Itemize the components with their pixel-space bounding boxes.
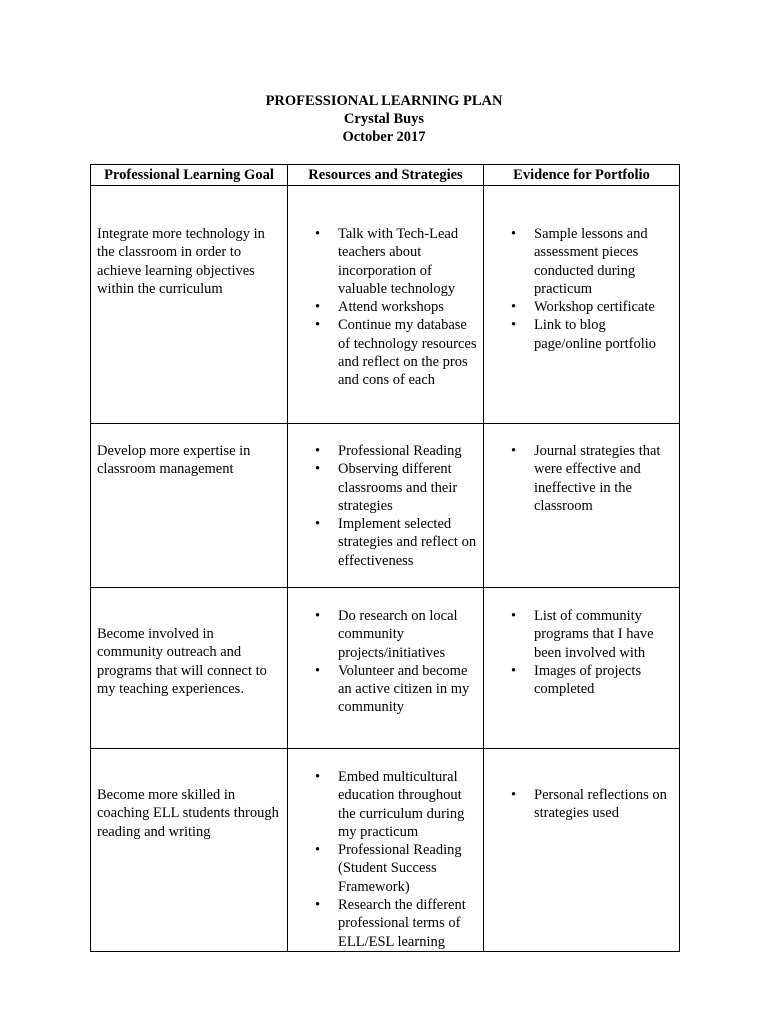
table-row	[91, 424, 680, 588]
list-item-text: Talk with Tech-Lead teachers about incorporation of valuable technology	[338, 226, 459, 297]
resources-cell	[288, 749, 484, 952]
list-item-text: Link to blog page/online portfolio	[534, 317, 657, 352]
list-item	[294, 225, 477, 298]
bullet-icon: •	[315, 608, 321, 624]
list-item-text: Sample lessons and assessment pieces conducted during practicum	[534, 226, 648, 297]
bullet-icon: •	[511, 608, 517, 624]
bullet-icon: •	[315, 662, 321, 679]
list-item-text: Journal strategies that were effective and ineffective in the classroom	[534, 443, 661, 514]
list-item-text: Professional Reading (Student Success Framework)	[338, 842, 462, 895]
goal-text: Develop more expertise in classroom management	[97, 443, 251, 478]
bullet-icon: •	[511, 443, 517, 459]
list-item	[294, 896, 477, 951]
bullet-icon: •	[315, 842, 321, 859]
list-item-text: Attend workshops	[338, 299, 444, 316]
resources-list	[294, 749, 477, 951]
list-item	[294, 841, 477, 896]
list-item-text: Images of projects completed	[534, 662, 642, 698]
document-date: October 2017	[342, 129, 426, 145]
goal-text: Integrate more technology in the classroom in order to achieve learning objectives within the curriculum	[97, 226, 265, 297]
list-item-text: Research the different professional terms of ELL/ESL learning	[338, 897, 466, 950]
bullet-icon: •	[315, 317, 321, 334]
goal-cell	[91, 749, 288, 952]
list-item-text: List of community programs that I have been involved with	[534, 608, 654, 661]
column-header-goal: Professional Learning Goal	[91, 165, 288, 186]
column-header-evidence: Evidence for Portfolio	[484, 165, 680, 186]
evidence-cell	[484, 588, 680, 749]
list-item-text: Professional Reading	[338, 443, 462, 459]
bullet-icon: •	[315, 769, 321, 785]
list-item	[294, 460, 477, 515]
bullet-icon: •	[315, 443, 321, 459]
bullet-icon: •	[511, 317, 517, 334]
goal-cell	[91, 588, 288, 749]
resources-list	[294, 424, 477, 570]
list-item-text: Do research on local community projects/initiatives	[338, 608, 458, 661]
list-item	[294, 515, 477, 570]
bullet-icon: •	[511, 226, 517, 242]
evidence-cell	[484, 749, 680, 952]
bullet-icon: •	[511, 787, 517, 803]
column-header-resources: Resources and Strategies	[288, 165, 484, 186]
resources-cell	[288, 424, 484, 588]
list-item	[294, 442, 477, 460]
list-item	[490, 298, 673, 316]
table-row	[91, 186, 680, 424]
bullet-icon: •	[511, 662, 517, 679]
table-row	[91, 588, 680, 749]
list-item	[490, 607, 673, 662]
goal-text: Become more skilled in coaching ELL students through reading and writing	[97, 787, 279, 840]
table-header-row	[91, 165, 680, 186]
resources-list	[294, 588, 477, 717]
list-item-text: Embed multicultural education throughout the curriculum during my practicum	[338, 769, 465, 840]
document-header	[0, 92, 768, 146]
resources-list	[294, 186, 477, 390]
list-item-text: Volunteer and become an active citizen in my community	[338, 662, 470, 716]
document-title: PROFESSIONAL LEARNING PLAN	[265, 93, 503, 109]
list-item	[490, 316, 673, 353]
resources-cell	[288, 186, 484, 424]
bullet-icon: •	[511, 299, 517, 316]
list-item	[294, 298, 477, 316]
list-item	[490, 662, 673, 699]
goal-text: Become involved in community outreach and programs that will connect to my teaching experiences.	[97, 626, 267, 697]
list-item	[490, 786, 673, 823]
bullet-icon: •	[315, 299, 321, 316]
list-item	[490, 442, 673, 515]
list-item-text: Observing different classrooms and their strategies	[338, 461, 458, 514]
list-item	[294, 768, 477, 841]
list-item-text: Implement selected strategies and reflect on effectiveness	[338, 516, 477, 569]
evidence-cell	[484, 186, 680, 424]
evidence-cell	[484, 424, 680, 588]
bullet-icon: •	[315, 461, 321, 478]
goal-cell	[91, 424, 288, 588]
learning-plan-table	[90, 164, 680, 952]
bullet-icon: •	[315, 516, 321, 533]
list-item	[294, 662, 477, 717]
list-item-text: Personal reflections on strategies used	[534, 787, 667, 822]
goal-cell	[91, 186, 288, 424]
evidence-list	[490, 424, 673, 515]
evidence-list	[490, 588, 673, 698]
author-name: Crystal Buys	[343, 111, 425, 127]
evidence-list	[490, 186, 673, 353]
list-item-text: Continue my database of technology resources and reflect on the pros and cons of each	[338, 317, 477, 389]
resources-cell	[288, 588, 484, 749]
list-item	[294, 316, 477, 389]
bullet-icon: •	[315, 897, 321, 914]
list-item	[490, 225, 673, 298]
evidence-list	[490, 749, 673, 823]
bullet-icon: •	[315, 226, 321, 242]
list-item-text: Workshop certificate	[534, 299, 655, 316]
table-row	[91, 749, 680, 952]
list-item	[294, 607, 477, 662]
